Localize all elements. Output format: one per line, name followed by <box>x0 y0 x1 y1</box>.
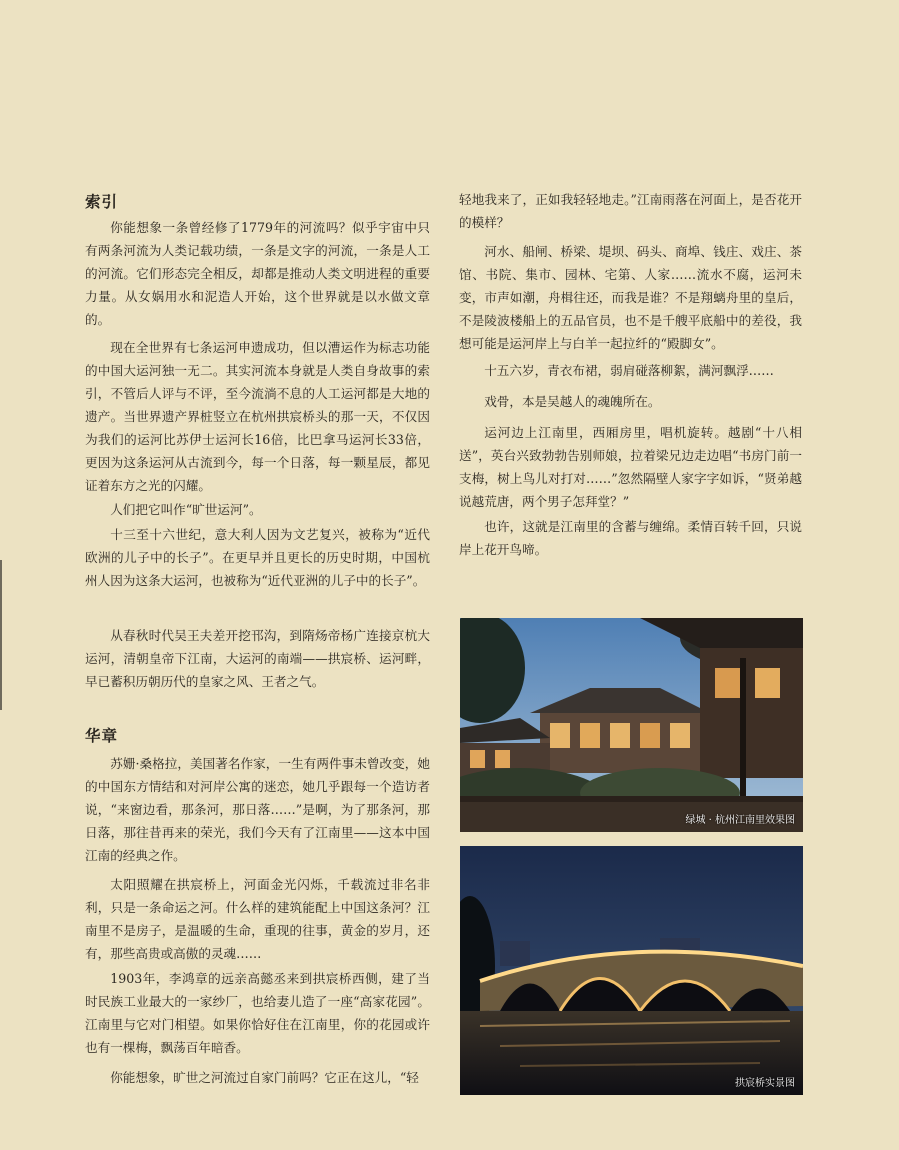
paragraph: 你能想象一条曾经修了1779年的河流吗？似乎宇宙中只有两条河流为人类记载功绩，一条是文字的河流，一条是人工的河流。它们形态完全相反，却都是推动人类文明进程的重要力量。从女娲用水和泥造人开始，这个世界就是以水做文章的。 <box>85 220 430 327</box>
bridge-night-image <box>460 846 803 1095</box>
section-title-index: 索引 <box>85 193 119 211</box>
paragraph: 轻地我来了，正如我轻轻地走。”江南雨落在河面上，是否花开的模样？ <box>459 192 802 230</box>
photo-caption: 绿城 · 杭州江南里效果图 <box>685 815 795 826</box>
paragraph: 太阳照耀在拱宸桥上，河面金光闪烁，千载流过非名非利，只是一条命运之河。什么样的建筑能配上中国这条河？江南里不是房子，是温暖的生命，重现的往事，黄金的岁月，还有，那些高贵或高傲的灵魂…… <box>85 877 430 961</box>
paragraph: 河水、船闸、桥梁、堤坝、码头、商埠、钱庄、戏庄、茶馆、书院、集市、园林、宅第、人家……流水不腐，运河未变，市声如潮，舟楫往还，而我是谁？不是翔螭舟里的皇后，不是陵波楼船上的五品官员，也不是千艘平底船中的差役，我想可能是运河岸上与白羊一起拉纤的“殿脚女”。 <box>459 244 802 351</box>
paragraph: 也许，这就是江南里的含蓄与缠绵。柔情百转千回，只说岸上花开鸟啼。 <box>459 519 802 557</box>
paragraph: 你能想象，旷世之河流过自家门前吗？它正在这儿，“轻 <box>110 1070 419 1085</box>
paragraph: 运河边上江南里，西厢房里，唱机旋转。越剧“十八相送”，英台兴致勃勃告别师娘，拉着梁兄边走边唱“书房门前一支梅，树上鸟儿对打对……”忽然隔壁人家字字如诉，“贤弟越说越荒唐，两个男子怎拜堂？” <box>459 425 802 509</box>
paragraph: 1903年，李鸿章的远亲高懿丞来到拱宸桥西侧，建了当时民族工业最大的一家纱厂，也给妻儿造了一座“高家花园”。江南里与它对门相望。如果你恰好住在江南里，你的花园或许也有一棵梅，飘荡百年暗香。 <box>85 971 430 1055</box>
section-title-huazhang: 华章 <box>85 727 119 745</box>
paragraph: 从春秋时代吴王夫差开挖邗沟，到隋炀帝杨广连接京杭大运河，清朝皇帝下江南，大运河的南端——拱宸桥、运河畔，早已蓄积历朝历代的皇家之风、王者之气。 <box>85 628 430 689</box>
paragraph: 戏骨，本是吴越人的魂魄所在。 <box>484 394 661 409</box>
paragraph: 十三至十六世纪，意大利人因为文艺复兴，被称为“近代欧洲的儿子中的长子”。在更早并且更长的历史时期，中国杭州人因为这条大运河，也被称为“近代亚洲的儿子中的长子”。 <box>85 527 430 588</box>
bridge-night-photo-icon <box>460 846 803 1095</box>
paragraph: 人们把它叫作“旷世运河”。 <box>110 502 262 517</box>
courtyard-rendering-image <box>460 618 803 832</box>
paragraph: 现在全世界有七条运河申遗成功，但以漕运作为标志功能的中国大运河独一无二。其实河流本身就是人类自身故事的索引，不管后人评与不评，至今流淌不息的人工运河都是大地的遗产。当世界遗产界桩竖立在杭州拱宸桥头的那一天，不仅因为我们的运河比苏伊士运河长16倍，比巴拿马运河长33倍，更因为这条运河从古流到今，每一个日落，每一颗星辰，都见证着东方之光的闪耀。 <box>85 340 430 493</box>
photo-caption: 拱宸桥实景图 <box>735 1078 795 1089</box>
paragraph: 苏姗·桑格拉，美国著名作家，一生有两件事未曾改变，她的中国东方情结和对河岸公寓的迷恋，她几乎跟每一个造访者说，“来窗边看，那条河，那日落……”是啊，为了那条河，那日落，那往昔再来的荣光，我们今天有了江南里——这本中国江南的经典之作。 <box>85 756 430 863</box>
paragraph: 十五六岁，青衣布裙，弱肩碰落柳絮，满河飘浮…… <box>484 363 774 378</box>
courtyard-rendering-icon <box>460 618 803 832</box>
page-fold-mark <box>0 560 2 710</box>
